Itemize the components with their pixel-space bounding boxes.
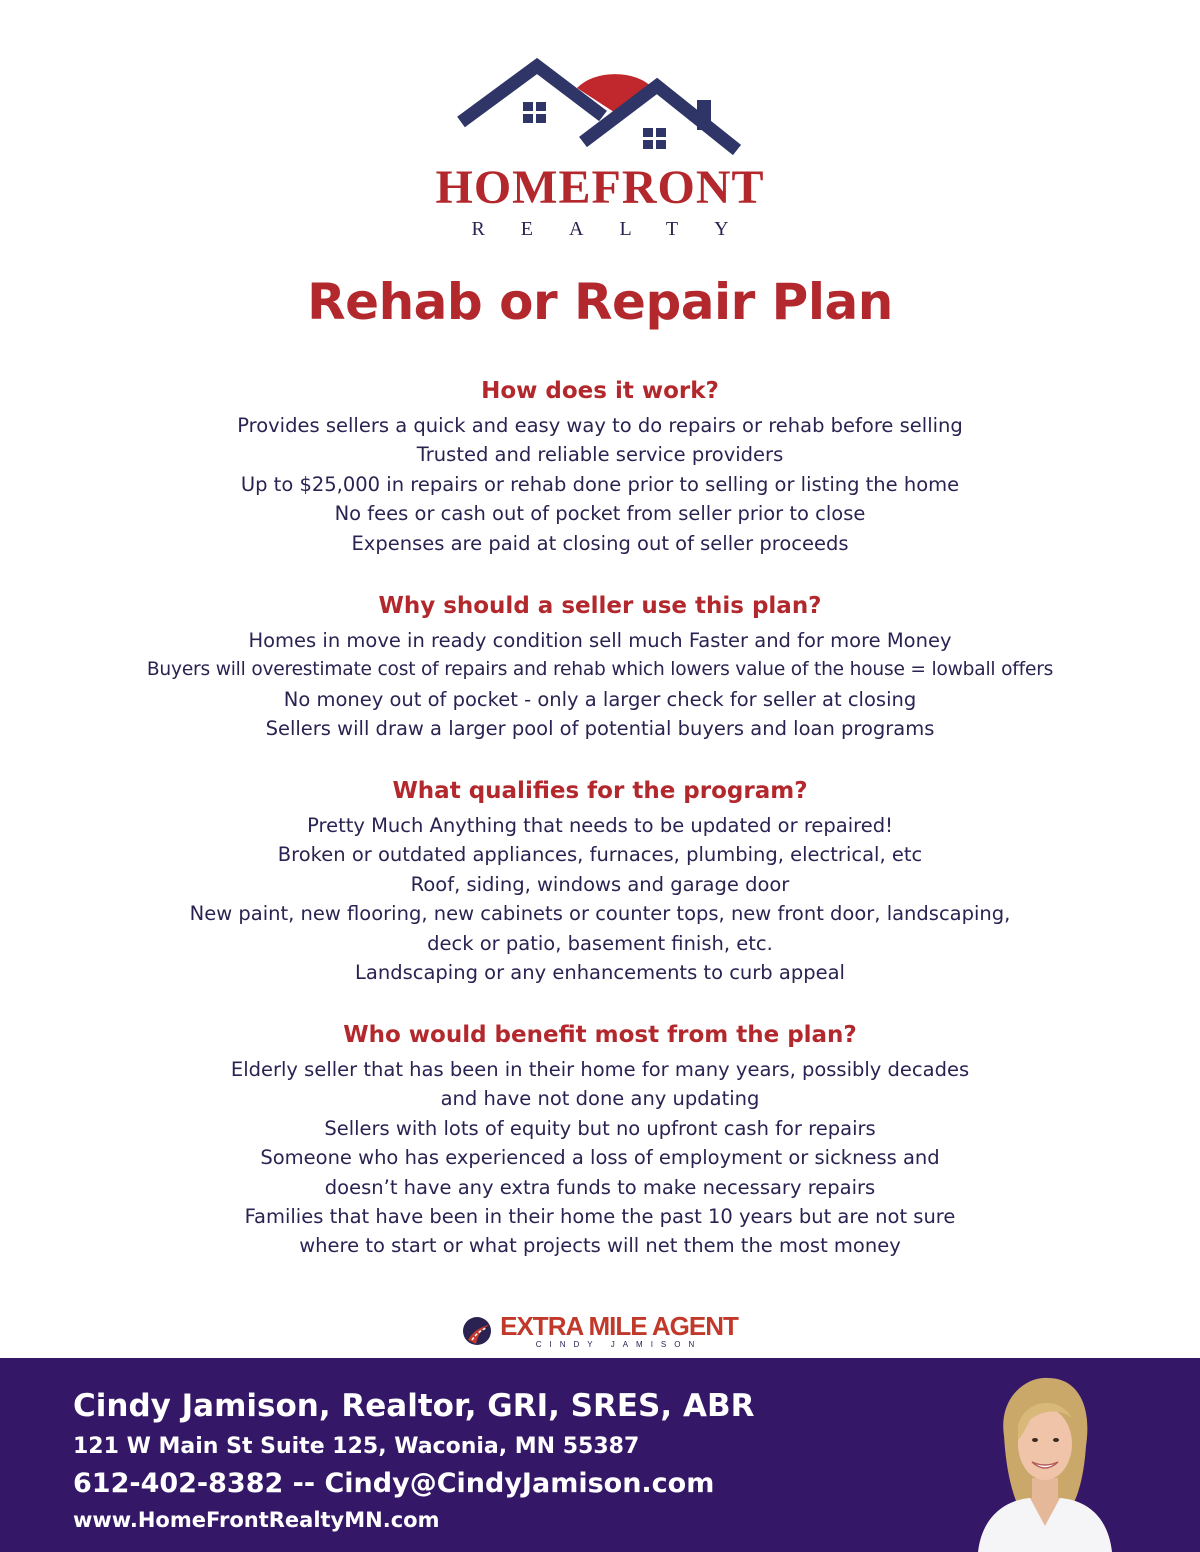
section-heading: How does it work? [481,378,719,404]
brand-subtitle: REALTY [471,218,765,240]
section-line: No fees or cash out of pocket from seller prior to close [334,502,866,526]
section-line: and have not done any updating [440,1087,760,1111]
section-line: Sellers with lots of equity but no upfront cash for repairs [324,1116,876,1140]
section-line: Trusted and reliable service providers [416,443,784,467]
section-line: Homes in move in ready condition sell much Faster and for more Money [248,629,952,652]
section-line: New paint, new flooring, new cabinets or counter tops, new front door, landscaping, [189,902,1011,926]
contact-footer [0,1358,1200,1552]
page-title: Rehab or Repair Plan [307,273,893,331]
section-line: Broken or outdated appliances, furnaces, plumbing, electrical, etc [277,843,923,867]
section-line: Families that have been in their home the past 10 years but are not sure [244,1205,956,1229]
brand-logo [0,58,1200,242]
extra-mile-agent-title: EXTRA MILE AGENT [500,1311,738,1341]
section-line: where to start or what projects will net them the most money [299,1234,901,1258]
section-line: Sellers will draw a larger pool of potential buyers and loan programs [265,717,935,741]
houses-roof-icon [455,58,745,162]
section-line: No money out of pocket - only a larger check for seller at closing [283,687,917,711]
section-line: Roof, siding, windows and garage door [410,872,790,896]
agent-website-link[interactable]: www.HomeFrontRealtyMN.com [73,1508,440,1532]
section-line: Up to $25,000 in repairs or rehab done prior to selling or listing the home [240,472,960,496]
agent-address: 121 W Main St Suite 125, Waconia, MN 55387 [73,1434,640,1459]
section-line: deck or patio, basement finish, etc. [427,931,773,955]
section-line: doesn’t have any extra funds to make necessary repairs [324,1175,876,1199]
section-line: Someone who has experienced a loss of employment or sickness and [260,1146,940,1170]
section-line: Buyers will overestimate cost of repairs and rehab which lowers value of the house = lowball offers [146,659,1054,681]
extra-mile-agent-badge [0,1312,1200,1350]
agent-name: Cindy Jamison, Realtor, GRI, SRES, ABR [73,1388,755,1424]
section-heading: What qualifies for the program? [392,778,808,804]
road-swoosh-icon [462,1316,494,1346]
section-heading: Who would benefit most from the plan? [343,1022,857,1048]
section-line: Elderly seller that has been in their home for many years, possibly decades [230,1058,970,1081]
section-line: Expenses are paid at closing out of seller proceeds [351,531,849,555]
section-heading: Why should a seller use this plan? [378,593,822,619]
section-why-use [40,588,1160,744]
section-line: Landscaping or any enhancements to curb appeal [355,961,845,985]
section-how-it-works [40,373,1160,558]
brand-name: HOMEFRONT [435,161,765,214]
section-line: Pretty Much Anything that needs to be updated or repaired! [307,814,893,837]
agent-contact[interactable]: 612-402-8382 -- Cindy@CindyJamison.com [73,1468,715,1499]
extra-mile-agent-subtitle: CINDY JAMISON [535,1340,703,1349]
agent-portrait-photo [968,1366,1120,1552]
section-line: Provides sellers a quick and easy way to do repairs or rehab before selling [237,414,963,437]
section-who-benefits [40,1017,1160,1261]
section-qualifies [40,773,1160,987]
